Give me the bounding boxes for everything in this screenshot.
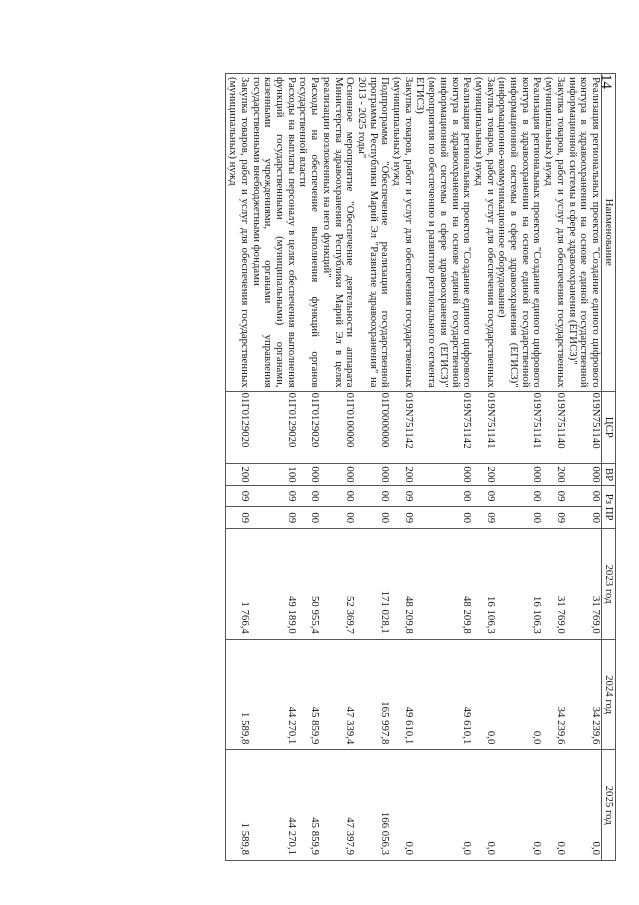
row-rz: 09 [226, 486, 250, 507]
row-csr: 019N751141 [472, 391, 495, 463]
row-2023: 31 769,0 [566, 529, 602, 640]
row-2025: 166 056,3 [355, 750, 390, 861]
row-pr: 09 [390, 507, 413, 529]
row-2024: 34 239,6 [542, 639, 565, 750]
row-vr: 200 [226, 463, 250, 485]
row-name: Расходы на выплаты персоналу в целях обеспечения выполнения функций государственными (муниципальными) органами, казенными учреждениями, органами управления государственными внебюджетными фондами [250, 74, 297, 392]
row-2025: 0,0 [390, 750, 413, 861]
row-2025: 45 859,9 [297, 750, 320, 861]
header-vr: ВР [602, 463, 616, 485]
row-csr: 01Г0129020 [250, 391, 297, 463]
row-2025: 0,0 [472, 750, 495, 861]
table-row [496, 74, 543, 861]
row-name: Основное мероприятие "Обеспечение деятельности аппарата Министерства здравоохранения Республики Марий Эл в целях реализации возложенных на него функций" [320, 74, 355, 392]
row-2023: 50 955,4 [297, 529, 320, 640]
table-row [226, 74, 250, 861]
row-rz: 00 [566, 486, 602, 507]
row-2023: 16 106,3 [472, 529, 495, 640]
table-row [355, 74, 390, 861]
table-row [250, 74, 297, 861]
row-pr: 09 [226, 507, 250, 529]
row-vr: 200 [390, 463, 413, 485]
row-2025: 0,0 [542, 750, 565, 861]
row-2023: 48 209,8 [414, 529, 473, 640]
row-2024: 49 610,1 [414, 639, 473, 750]
row-2025: 44 270,1 [250, 750, 297, 861]
table-row [566, 74, 602, 861]
row-name: Реализация региональных проектов "Создание единого цифрового контура в здравоохранении на основе единой государственной информационной системы в сфере здравоохранения (ЕГИСЗ)" (информационно-коммуникационное оборудование) [496, 74, 543, 392]
row-vr: 200 [472, 463, 495, 485]
row-pr: 00 [355, 507, 390, 529]
row-csr: 019N751140 [542, 391, 565, 463]
row-csr: 019N751142 [414, 391, 473, 463]
row-2023: 31 769,0 [542, 529, 565, 640]
row-rz: 09 [250, 486, 297, 507]
table-header-row [602, 74, 616, 861]
row-2024: 1 589,8 [226, 639, 250, 750]
header-2024: 2024 год [602, 639, 616, 750]
row-2024: 45 859,9 [297, 639, 320, 750]
row-csr: 01Г0100000 [320, 391, 355, 463]
row-pr: 00 [566, 507, 602, 529]
row-vr: 000 [320, 463, 355, 485]
row-pr: 00 [297, 507, 320, 529]
row-pr: 00 [414, 507, 473, 529]
table-row [472, 74, 495, 861]
row-2024: 44 270,1 [250, 639, 297, 750]
row-2023: 49 189,0 [250, 529, 297, 640]
row-name: Подпрограмма "Обеспечение реализации государственной программы Республики Марий Эл "Развитие здравоохранения" на 2013 - 2025 годы" [355, 74, 390, 392]
row-2023: 171 028,1 [355, 529, 390, 640]
header-2025: 2025 год [602, 750, 616, 861]
budget-table [226, 73, 617, 861]
row-rz: 00 [414, 486, 473, 507]
row-csr: 019N751141 [496, 391, 543, 463]
row-2025: 47 397,9 [320, 750, 355, 861]
row-csr: 019N751140 [566, 391, 602, 463]
row-pr: 09 [472, 507, 495, 529]
row-2023: 1 766,4 [226, 529, 250, 640]
row-vr: 000 [496, 463, 543, 485]
header-rz-pr: Рз ПР [602, 486, 616, 529]
row-vr: 000 [297, 463, 320, 485]
row-name: Закупка товаров, работ и услуг для обеспечения государственных (муниципальных) нужд [472, 74, 495, 392]
row-2025: 0,0 [414, 750, 473, 861]
table-row [390, 74, 413, 861]
table-row [414, 74, 473, 861]
row-2024: 0,0 [496, 639, 543, 750]
row-name: Расходы на обеспечение выполнения функций органов государственной власти [297, 74, 320, 392]
row-vr: 000 [414, 463, 473, 485]
row-name: Закупка товаров, работ и услуг для обеспечения государственных (муниципальных) нужд [390, 74, 413, 392]
row-vr: 000 [566, 463, 602, 485]
row-name: Закупка товаров, работ и услуг для обеспечения государственных (муниципальных) нужд [542, 74, 565, 392]
rotated-table-wrapper [94, 73, 616, 861]
header-2023: 2023 год [602, 529, 616, 640]
header-csr: ЦСР [602, 391, 616, 463]
row-name: Реализация региональных проектов "Создание единого цифрового контура в здравоохранении на основе единой государственной информационной системы в сфере здравоохранения (ЕГИСЗ)" (мероприятия по обеспечению и развитию регионального сегмента ЕГИСЗ) [414, 74, 473, 392]
row-2023: 48 209,8 [390, 529, 413, 640]
row-rz: 00 [320, 486, 355, 507]
row-vr: 200 [542, 463, 565, 485]
row-rz: 00 [496, 486, 543, 507]
row-csr: 01Г0129020 [226, 391, 250, 463]
row-2024: 165 997,8 [355, 639, 390, 750]
row-2025: 0,0 [496, 750, 543, 861]
row-pr: 09 [542, 507, 565, 529]
table-row [297, 74, 320, 861]
row-rz: 00 [297, 486, 320, 507]
row-csr: 019N751142 [390, 391, 413, 463]
row-pr: 00 [320, 507, 355, 529]
row-2023: 16 106,3 [496, 529, 543, 640]
row-pr: 09 [250, 507, 297, 529]
row-2025: 0,0 [566, 750, 602, 861]
row-rz: 00 [355, 486, 390, 507]
row-2024: 49 610,1 [390, 639, 413, 750]
table-row [542, 74, 565, 861]
row-2024: 0,0 [472, 639, 495, 750]
row-vr: 100 [250, 463, 297, 485]
row-pr: 00 [496, 507, 543, 529]
row-2025: 1 589,8 [226, 750, 250, 861]
row-rz: 09 [542, 486, 565, 507]
row-2024: 47 339,4 [320, 639, 355, 750]
row-csr: 01Г0129020 [297, 391, 320, 463]
table-row [320, 74, 355, 861]
row-rz: 09 [472, 486, 495, 507]
row-csr: 01Г0000000 [355, 391, 390, 463]
page-number: 14 [598, 74, 614, 89]
header-name: Наименование [602, 74, 616, 392]
row-vr: 000 [355, 463, 390, 485]
row-2024: 34 239,6 [566, 639, 602, 750]
row-name: Закупка товаров, работ и услуг для обеспечения государственных (муниципальных) нужд [226, 74, 250, 392]
row-rz: 09 [390, 486, 413, 507]
row-2023: 52 369,7 [320, 529, 355, 640]
row-name: Реализация региональных проектов "Создание единого цифрового контура в здравоохранении на основе единой государственной информационной системы в сфере здравоохранения (ЕГИСЗ)" [566, 74, 602, 392]
